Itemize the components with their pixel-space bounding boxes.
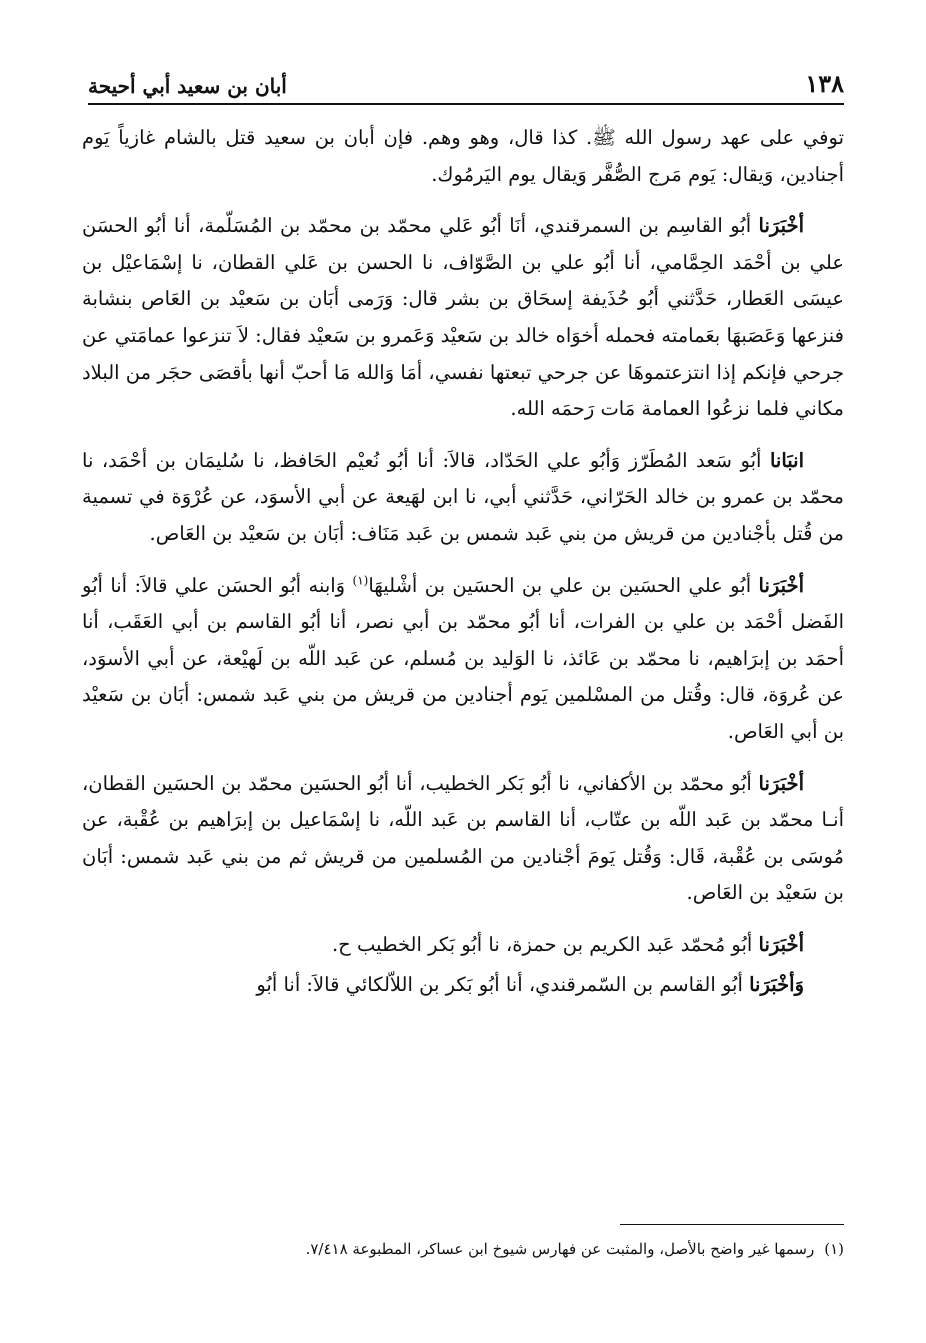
paragraph xyxy=(82,120,844,193)
paragraph-text: أبُو محمّد بن الأكفاني، نا أبُو بَكر الخطيب، أنا أبُو الحسَين محمّد بن الحسَين القطان، أنـا محمّد بن عَبد اللّه بن عتّاب، أنا القاسم بن عَبد اللّه، نا إسْمَاعيل بن إبرَاهيم بن عُقْبة، عن مُوسَى بن عُقْبة، قَال: وَقُتل يَومَ أجْنادين من المُسلمين من قريش ثم من بني عَبد شمس: أبَان بن سَعيْد بن العَاص. xyxy=(82,771,844,905)
paragraph xyxy=(82,927,844,964)
paragraph xyxy=(82,208,844,428)
body-text xyxy=(82,120,844,1019)
paragraph-text: أبُو مُحمّد عَبد الكريم بن حمزة، نا أبُو بَكر الخطيب ح. xyxy=(331,932,759,956)
footnote xyxy=(82,1236,844,1262)
running-head xyxy=(88,58,844,98)
paragraph-text: أبُو علي الحسَين بن علي بن الحسَين بن أشْليهَا xyxy=(368,573,759,597)
paragraph-text: توفي على عهد رسول الله ﷺ. كذا قال، وهو وهم. فإن أبان بن سعيد قتل بالشام غازياً يَوم أجنادين، وَيقال: يَوم مَرج الصُّفَّر وَيقال يوم اليَرمُوك. xyxy=(82,126,844,186)
paragraph-lead: أخْبَرَنا xyxy=(758,573,804,597)
header-rule xyxy=(88,103,844,105)
paragraph-text: أبُو القاسِم بن السمرقندي، أنَا أبُو عَلي محمّد بن محمّد بن المُسَلّمة، أنا أبُو الحسَن علي بن أحْمَد الحِمَّامي، أنا أبُو علي بن الصَّوّاف، نا الحسن بن عَلي القطان، نا إسْمَاعيْل بن عيسَى العَطار، حَدَّثني أبُو حُذَيفة إسحَاق بن بشر قال: وَرَمى أبَان بن سَعيْد بن العَاص بنشابة فنزعها وَعَصَبهَا بعَمامته فحمله أخوَاه خالد بن سَعيْد وَعَمرو بن سَعيْد فقال: لاَ تنزعوا عمامَتي عن جرحي فإنكم إذا انتزعتموهَا عن جرحي تبعتها نفسي، أمَا وَالله مَا أحبّ أنها بأقصَى حجَر من البلاد مكاني فلما نزعُوا العمامة مَات رَحمَه الله. xyxy=(82,214,844,421)
paragraph-text-continued: وَابنه أبُو الحسَن علي قالاَ: أنا أبُو الفَضل أحْمَد بن علي بن الفرات، أنا أبُو محمّد بن أبي نصر، أنا أبُو القاسم بن أبي العَقَب، أنا أحمَد بن إبرَاهيم، نا محمّد بن عَائذ، نا الوَليد بن مُسلم، عن عَبد اللّه بن لَهيْعة، عن أبي الأسوَد، عن عُروَة، قال: وقُتل من المسْلمين يَوم أجنادين من قريش من بني عَبد شمس: أبَان بن سَعيْد بن أبي العَاص. xyxy=(82,573,844,743)
paragraph-lead: أخْبَرَنا xyxy=(758,771,804,795)
footnote-reference: (١) xyxy=(352,573,369,588)
paragraph-lead: وَأخْبَرَنا xyxy=(749,973,804,997)
page-number: ١٣٨ xyxy=(805,69,844,98)
footnote-text: رسمها غير واضح بالأصل، والمثبت عن فهارس شيوخ ابن عساكر، المطبوعة ٧/٤١٨. xyxy=(305,1240,815,1258)
footnote-number: (١) xyxy=(824,1240,844,1258)
paragraph xyxy=(82,967,844,1004)
paragraph-lead: أخْبَرَنا xyxy=(758,214,804,238)
paragraph-lead: انبَانا xyxy=(769,448,804,472)
paragraph-text: أبُو سَعد المُطَرّز وَأبُو علي الحَدّاد، قالاَ: أنا أبُو نُعيْم الحَافظ، نا سُليمَان بن أحْمَد، نا محمّد بن عمرو بن خالد الحَرّاني، حَدَّثني أبي، نا ابن لهَيعة عن أبي الأسوَد، عن عُرْوَة في تسمية من قُتل بأجْنادين من قريش من بني عَبد شمس بن عَبد مَنَاف: أبَان بن سَعيْد بن العَاص. xyxy=(82,448,844,545)
paragraph xyxy=(82,443,844,553)
paragraph xyxy=(82,766,844,912)
paragraph-lead: أخْبَرَنا xyxy=(758,932,804,956)
paragraph-text: أبُو القاسم بن السّمرقندي، أنا أبُو بَكر بن اللاّلكائي قالاَ: أنا أبُو xyxy=(256,973,750,997)
footnote-rule xyxy=(620,1224,844,1225)
paragraph xyxy=(82,568,844,751)
running-title: أبان بن سعيد أبي أحيحة xyxy=(88,74,287,98)
